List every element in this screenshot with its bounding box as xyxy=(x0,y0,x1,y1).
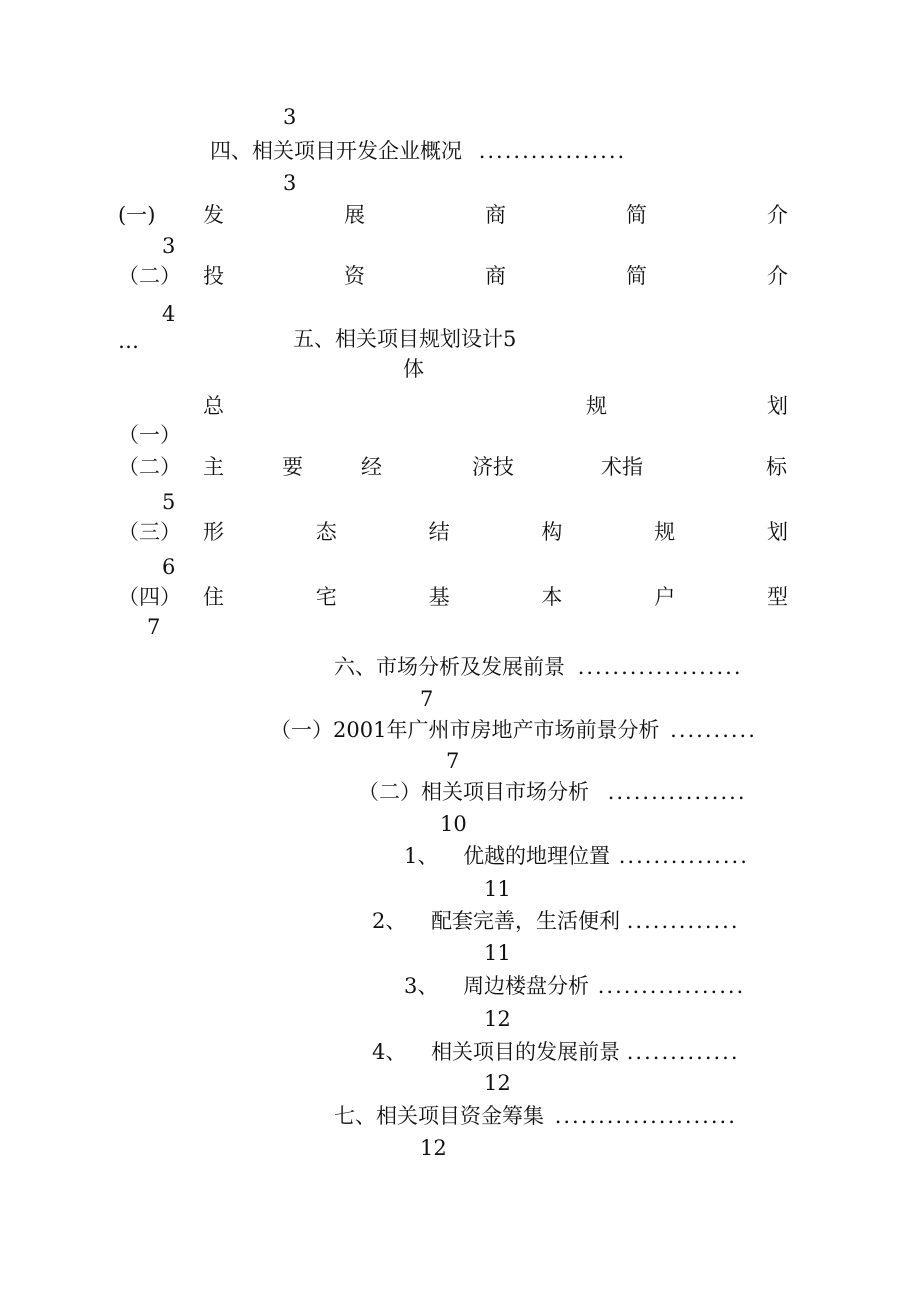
toc-entry-title: （二）相关项目市场分析 xyxy=(358,780,589,804)
toc-entry-6[interactable] xyxy=(334,654,800,680)
toc-char: 济技 xyxy=(472,455,514,479)
toc-entry-5-4[interactable] xyxy=(203,584,788,610)
toc-page-number: 3 xyxy=(162,234,176,258)
toc-entry-5-1[interactable] xyxy=(203,393,788,419)
toc-char: 宅 xyxy=(315,585,337,609)
toc-char: 术指 xyxy=(601,455,643,479)
toc-page-number: 11 xyxy=(484,941,511,965)
toc-char: 介 xyxy=(767,264,788,288)
toc-leader-dots: ................... xyxy=(577,655,743,679)
toc-page-number: 7 xyxy=(147,615,161,639)
toc-ellipsis: … xyxy=(118,329,139,353)
toc-char: 型 xyxy=(766,585,788,609)
toc-char: 商 xyxy=(485,264,506,288)
toc-page-number: 12 xyxy=(420,1136,447,1160)
toc-char: 构 xyxy=(541,520,563,544)
toc-entry-title: 周边楼盘分析 xyxy=(463,974,590,998)
toc-entry-5[interactable]: 五、相关项目规划设计5 xyxy=(293,327,517,351)
toc-entry-number: （二） xyxy=(118,264,181,288)
toc-char: 态 xyxy=(315,520,337,544)
toc-char: 形 xyxy=(203,520,224,544)
toc-entry-number: （四） xyxy=(118,585,181,609)
toc-char: 划 xyxy=(767,394,788,418)
toc-char: 介 xyxy=(767,203,788,227)
toc-entry-title: 配套完善，生活便利 xyxy=(431,909,621,933)
toc-entry-number: （二） xyxy=(118,455,181,479)
toc-char: 本 xyxy=(541,585,563,609)
toc-char: 规 xyxy=(654,520,676,544)
toc-entry-6-1[interactable] xyxy=(270,717,800,743)
toc-entry-number: 3、 xyxy=(404,974,439,998)
toc-char: 住 xyxy=(203,585,224,609)
toc-entry-6-2[interactable] xyxy=(358,779,800,805)
toc-leader-dots: .......... xyxy=(670,718,757,742)
toc-entry-number: （三） xyxy=(118,520,181,544)
toc-char: 规 xyxy=(586,394,607,418)
toc-leader-dots: ................ xyxy=(607,780,747,804)
toc-leader-dots: ............... xyxy=(618,844,749,868)
toc-char: 投 xyxy=(203,264,224,288)
toc-char: 展 xyxy=(344,203,365,227)
toc-leader-dots: ................. xyxy=(597,974,746,998)
toc-entry-title: 优越的地理位置 xyxy=(463,844,611,868)
toc-entry-number: 2、 xyxy=(372,909,407,933)
toc-entry-6-2-1[interactable] xyxy=(404,843,800,869)
toc-char: 划 xyxy=(766,520,788,544)
toc-char: 资 xyxy=(344,264,365,288)
toc-page-number: 3 xyxy=(283,105,297,129)
toc-page-number: 5 xyxy=(162,490,176,514)
toc-entry-title: 相关项目的发展前景 xyxy=(431,1040,621,1064)
toc-leader-dots: ................. xyxy=(478,139,627,163)
toc-page-number: 3 xyxy=(283,171,297,195)
toc-entry-6-2-4[interactable] xyxy=(372,1039,800,1065)
toc-page-number: 6 xyxy=(162,555,176,579)
toc-entry-6-2-3[interactable] xyxy=(404,973,800,999)
toc-entry-title: 七、相关项目资金筹集 xyxy=(334,1104,544,1128)
toc-char: 标 xyxy=(766,455,787,479)
toc-char: 简 xyxy=(626,203,647,227)
toc-char: 主 xyxy=(203,455,224,479)
toc-page-number: 4 xyxy=(162,302,176,326)
toc-char: 基 xyxy=(428,585,450,609)
toc-entry-number: 1、 xyxy=(404,844,439,868)
toc-char: 要 xyxy=(282,455,303,479)
toc-entry-7[interactable] xyxy=(334,1103,800,1129)
toc-entry-number: （一） xyxy=(118,423,181,447)
toc-page-number: 7 xyxy=(446,749,460,773)
toc-char: 简 xyxy=(626,264,647,288)
toc-entry-title: （一）2001年广州市房地产市场前景分析 xyxy=(270,718,660,742)
toc-entry-4-1[interactable] xyxy=(203,202,788,228)
toc-entry-4[interactable] xyxy=(210,138,700,164)
toc-char: 总 xyxy=(203,394,224,418)
toc-entry-4-2[interactable] xyxy=(203,263,788,289)
toc-leader-dots: ..................... xyxy=(554,1104,737,1128)
toc-entry-6-2-2[interactable] xyxy=(372,908,800,934)
toc-entry-5-3[interactable] xyxy=(203,519,788,545)
toc-entry-number: (一) xyxy=(118,203,156,227)
toc-leader-dots: ............. xyxy=(626,1040,740,1064)
toc-page-number: 10 xyxy=(440,812,467,836)
toc-char: 结 xyxy=(428,520,450,544)
toc-char: 发 xyxy=(203,203,224,227)
toc-leader-dots: ............. xyxy=(626,909,740,933)
toc-entry-title: 六、市场分析及发展前景 xyxy=(334,655,565,679)
toc-entry-title: 四、相关项目开发企业概况 xyxy=(210,139,462,163)
toc-page-number: 11 xyxy=(484,877,511,901)
toc-char: 商 xyxy=(485,203,506,227)
toc-page-number: 12 xyxy=(484,1071,511,1095)
toc-entry-text: 体 xyxy=(403,357,424,381)
toc-page-number: 12 xyxy=(484,1007,511,1031)
toc-entry-number: 4、 xyxy=(372,1040,407,1064)
toc-char: 经 xyxy=(361,455,382,479)
toc-char: 户 xyxy=(654,585,676,609)
toc-page-number: 7 xyxy=(420,687,434,711)
